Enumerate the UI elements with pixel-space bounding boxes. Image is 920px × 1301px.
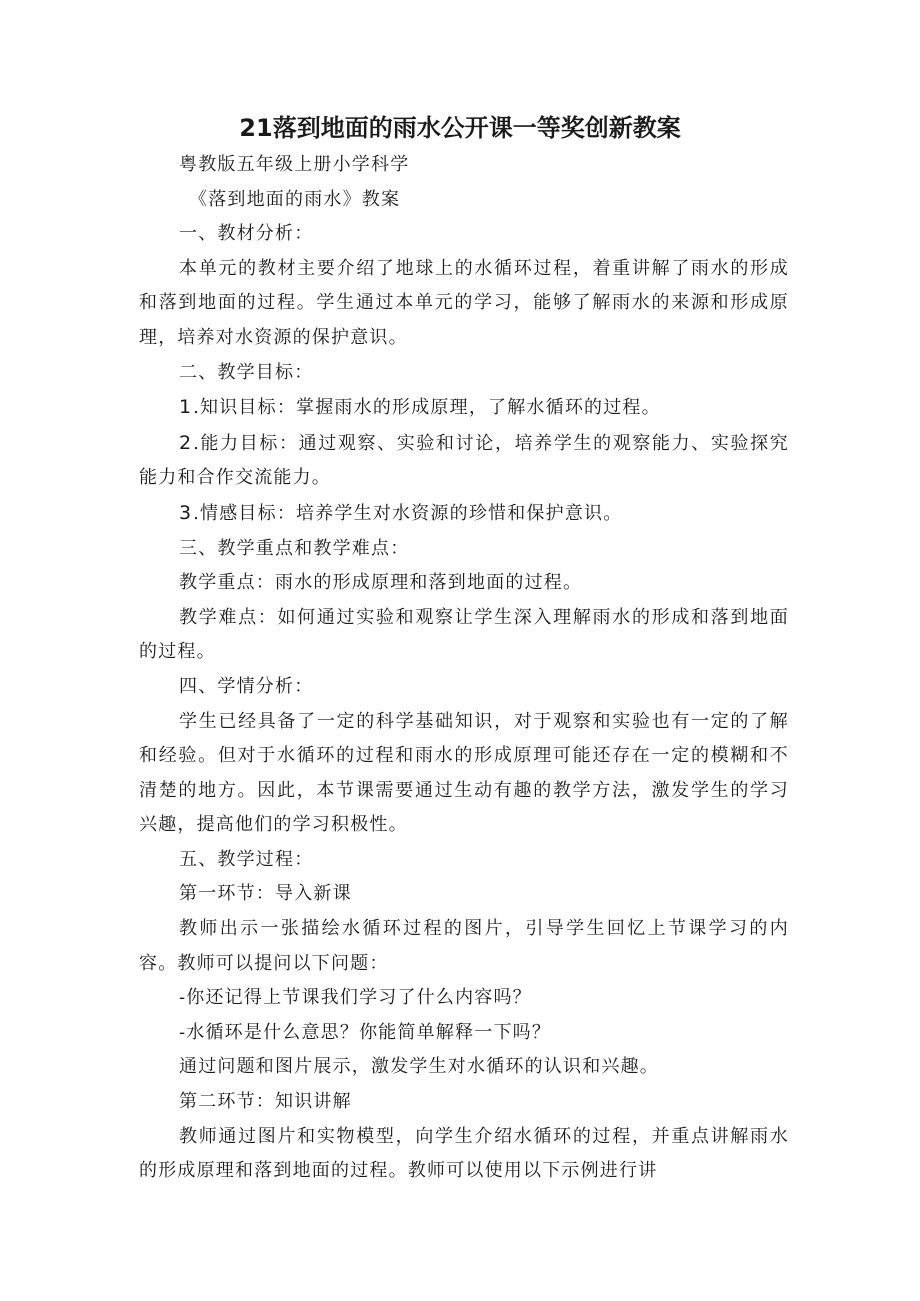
document-body <box>139 148 789 1189</box>
subtitle-line: 粤教版五年级上册小学科学 <box>179 154 410 175</box>
question-item: -水循环是什么意思？你能简单解释一下吗？ <box>179 1021 552 1043</box>
paragraph-textbook-analysis: 本单元的教材主要介绍了地球上的水循环过程，着重讲解了雨水的形成和落到地面的过程。学生通过本单元的学习，能够了解雨水的来源和形成原理，培养对水资源的保护意识。 <box>139 257 789 348</box>
document-title: 21落到地面的雨水公开课一等奖创新教案 <box>239 114 681 142</box>
section-heading-teaching-process: 五、教学过程： <box>179 848 314 870</box>
goal-number: 2 <box>179 431 194 454</box>
goal-knowledge <box>139 390 789 426</box>
section-heading-student-analysis: 四、学情分析： <box>179 675 314 697</box>
paragraph-step-intro-summary: 通过问题和图片展示，激发学生对水循环的认识和兴趣。 <box>179 1056 659 1078</box>
goal-text: .知识目标：掌握雨水的形成原理，了解水循环的过程。 <box>193 397 661 419</box>
goal-ability <box>139 426 789 496</box>
paragraph-key-point: 教学重点：雨水的形成原理和落到地面的过程。 <box>179 572 583 594</box>
step-heading-knowledge: 第二环节：知识讲解 <box>179 1091 352 1113</box>
section-heading-teaching-goals: 二、教学目标： <box>179 361 314 383</box>
goal-text: .能力目标：通过观察、实验和讨论，培养学生的观察能力、实验探究能力和合作交流能力。 <box>139 432 789 489</box>
section-heading-key-points: 三、教学重点和教学难点： <box>179 537 410 559</box>
paragraph-step-knowledge: 教师通过图片和实物模型，向学生介绍水循环的过程，并重点讲解雨水的形成原理和落到地面的过程。教师可以使用以下示例进行讲 <box>139 1125 789 1182</box>
paragraph-student-analysis: 学生已经具备了一定的科学基础知识，对于观察和实验也有一定的了解和经验。但对于水循环的过程和雨水的形成原理可能还存在一定的模糊和不清楚的地方。因此，本节课需要通过生动有趣的教学方法，激发学生的学习兴趣，提高他们的学习积极性。 <box>139 710 789 836</box>
section-heading-textbook-analysis: 一、教材分析： <box>179 223 314 245</box>
goal-number: 1 <box>179 396 194 419</box>
goal-emotion <box>139 496 789 532</box>
goal-text: .情感目标：培养学生对水资源的珍惜和保护意识。 <box>193 502 623 524</box>
paragraph-difficulty: 教学难点：如何通过实验和观察让学生深入理解雨水的形成和落到地面的过程。 <box>139 606 789 663</box>
paragraph-step-intro: 教师出示一张描绘水循环过程的图片，引导学生回忆上节课学习的内容。教师可以提问以下问题： <box>139 918 789 974</box>
book-title: 《落到地面的雨水》教案 <box>189 188 401 210</box>
step-heading-intro: 第一环节：导入新课 <box>179 883 352 905</box>
goal-number: 3 <box>179 501 194 524</box>
question-item: -你还记得上节课我们学习了什么内容吗？ <box>179 987 532 1009</box>
